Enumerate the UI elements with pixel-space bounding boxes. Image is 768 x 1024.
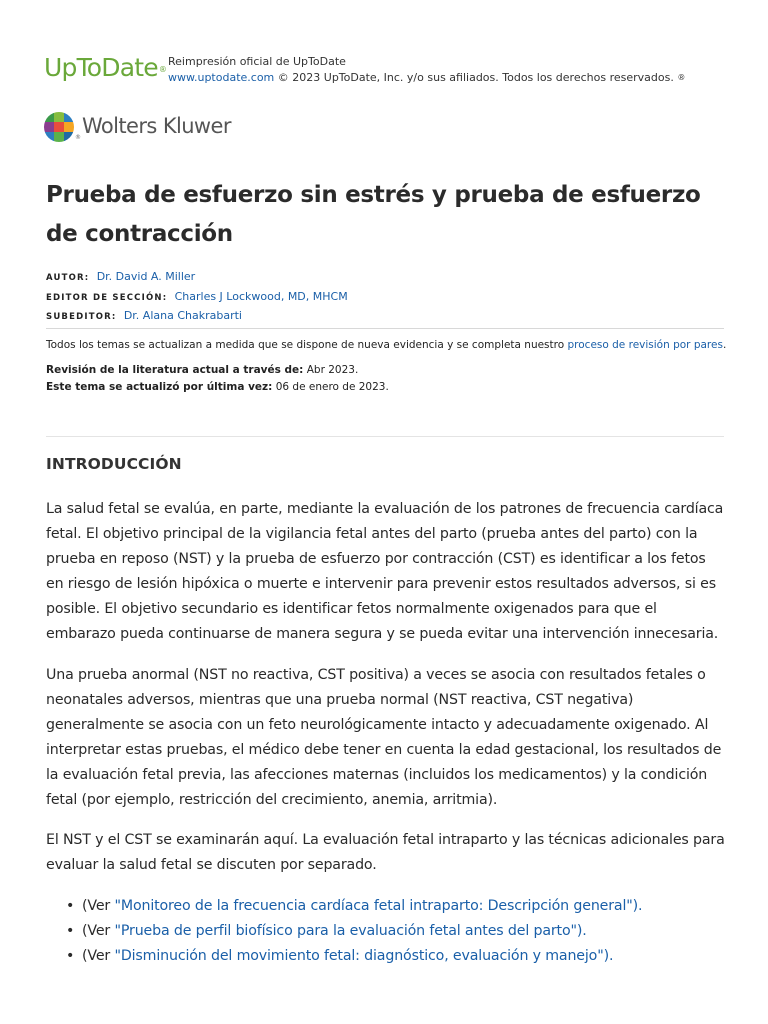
last-updated-value: 06 de enero de 2023. bbox=[275, 381, 389, 393]
wolters-kluwer-wordmark: Wolters Kluwer bbox=[82, 114, 231, 138]
copyright-line bbox=[168, 70, 685, 86]
uptodate-logo-text: UpToDate bbox=[44, 53, 158, 82]
credit-role-label: AUTOR bbox=[46, 273, 85, 283]
wolters-kluwer-reg: ® bbox=[75, 134, 81, 141]
article-credits bbox=[46, 268, 348, 327]
lit-review-value: Abr 2023. bbox=[306, 364, 359, 376]
copyright-text: © 2023 UpToDate, Inc. y/o sus afiliados. Todos los derechos reservados. bbox=[277, 71, 674, 84]
lit-review-label: Revisión de la literatura actual a través de: bbox=[46, 364, 304, 376]
author-link[interactable]: Dr. David A. Miller bbox=[96, 270, 196, 283]
wolters-kluwer-mark-icon bbox=[44, 112, 74, 142]
divider bbox=[46, 436, 724, 437]
credit-deputy-editor: SUBEDITOR: Dr. Alana Chakrabarti bbox=[46, 309, 242, 322]
article-title: Prueba de esfuerzo sin estrés y prueba de esfuerzo de contracción bbox=[46, 182, 701, 247]
reprint-info bbox=[168, 54, 685, 86]
credit-role-label: SUBEDITOR bbox=[46, 312, 112, 322]
ref-prefix: (Ver bbox=[82, 948, 111, 964]
topic-link[interactable]: "Disminución del movimiento fetal: diagnóstico, evaluación y manejo"). bbox=[114, 948, 614, 964]
body-paragraph: Una prueba anormal (NST no reactiva, CST positiva) a veces se asocia con resultados fetales o neonatales adversos, mientras que una prueba normal (NST reactiva, CST negativa) generalmente se asocia con un feto neurológicamente intacto y adecuadamente oxigenado. Al interpretar estas pruebas, el médico debe tener en cuenta la edad gestacional, los resultados de la evaluación fetal previa, las afecciones maternas (incluidos los medicamentos) y la condición fetal (por ejemplo, restricción del crecimiento, anemia, arritmia). bbox=[46, 667, 722, 808]
uptodate-site-link[interactable]: www.uptodate.com bbox=[168, 71, 275, 84]
bullet-icon: • bbox=[66, 898, 75, 914]
list-item bbox=[66, 919, 746, 944]
ref-prefix: (Ver bbox=[82, 898, 111, 914]
list-item bbox=[66, 944, 746, 969]
bullet-icon: • bbox=[66, 948, 75, 964]
section-editor-link[interactable]: Charles J Lockwood, MD, MHCM bbox=[174, 289, 348, 303]
review-dates bbox=[46, 362, 389, 396]
credit-role-label: EDITOR DE SECCIÓN bbox=[46, 292, 163, 303]
list-item bbox=[66, 894, 746, 919]
section-heading: INTRODUCCIÓN bbox=[46, 455, 182, 473]
divider bbox=[46, 328, 724, 329]
copyright-reg: ® bbox=[677, 73, 686, 82]
update-notice bbox=[46, 337, 736, 354]
reference-list bbox=[66, 894, 746, 969]
credit-section-editor: EDITOR DE SECCIÓN: Charles J Lockwood, MD, MHCM bbox=[46, 289, 348, 303]
uptodate-logo[interactable] bbox=[44, 52, 166, 84]
credit-author: AUTOR: Dr. David A. Miller bbox=[46, 270, 196, 283]
last-updated-date bbox=[46, 379, 389, 396]
topic-link[interactable]: "Prueba de perfil biofísico para la evaluación fetal antes del parto"). bbox=[114, 923, 587, 939]
update-notice-text: Todos los temas se actualizan a medida que se dispone de nueva evidencia y se completa nuestro bbox=[46, 339, 565, 351]
reprint-title: Reimpresión oficial de UpToDate bbox=[168, 55, 346, 68]
update-notice-end: . bbox=[722, 339, 727, 351]
body-paragraph: El NST y el CST se examinarán aquí. La evaluación fetal intraparto y las técnicas adicionales para evaluar la salud fetal se discuten por separado. bbox=[46, 832, 725, 873]
body-paragraph: La salud fetal se evalúa, en parte, mediante la evaluación de los patrones de frecuencia cardíaca fetal. El objetivo principal de la vigilancia fetal antes del parto (prueba antes del parto) con la prueba en reposo (NST) y la prueba de esfuerzo por contracción (CST) es identificar a los fetos en riesgo de lesión hipóxica o muerte e intervenir para prevenir estos resultados adversos, si es posible. El objetivo secundario es identificar fetos normalmente oxigenados para que el embarazo pueda continuarse de manera segura y se pueda evitar una intervención innecesaria. bbox=[46, 501, 724, 642]
topic-link[interactable]: "Monitoreo de la frecuencia cardíaca fetal intraparto: Descripción general"). bbox=[114, 898, 643, 914]
deputy-editor-link[interactable]: Dr. Alana Chakrabarti bbox=[123, 309, 242, 322]
ref-prefix: (Ver bbox=[82, 923, 111, 939]
bullet-icon: • bbox=[66, 923, 75, 939]
uptodate-logo-reg: ® bbox=[158, 65, 167, 74]
last-updated-label: Este tema se actualizó por última vez: bbox=[46, 381, 273, 393]
reprint-header bbox=[44, 52, 744, 92]
peer-review-link[interactable]: proceso de revisión por pares bbox=[567, 339, 723, 351]
lit-review-date bbox=[46, 362, 389, 379]
